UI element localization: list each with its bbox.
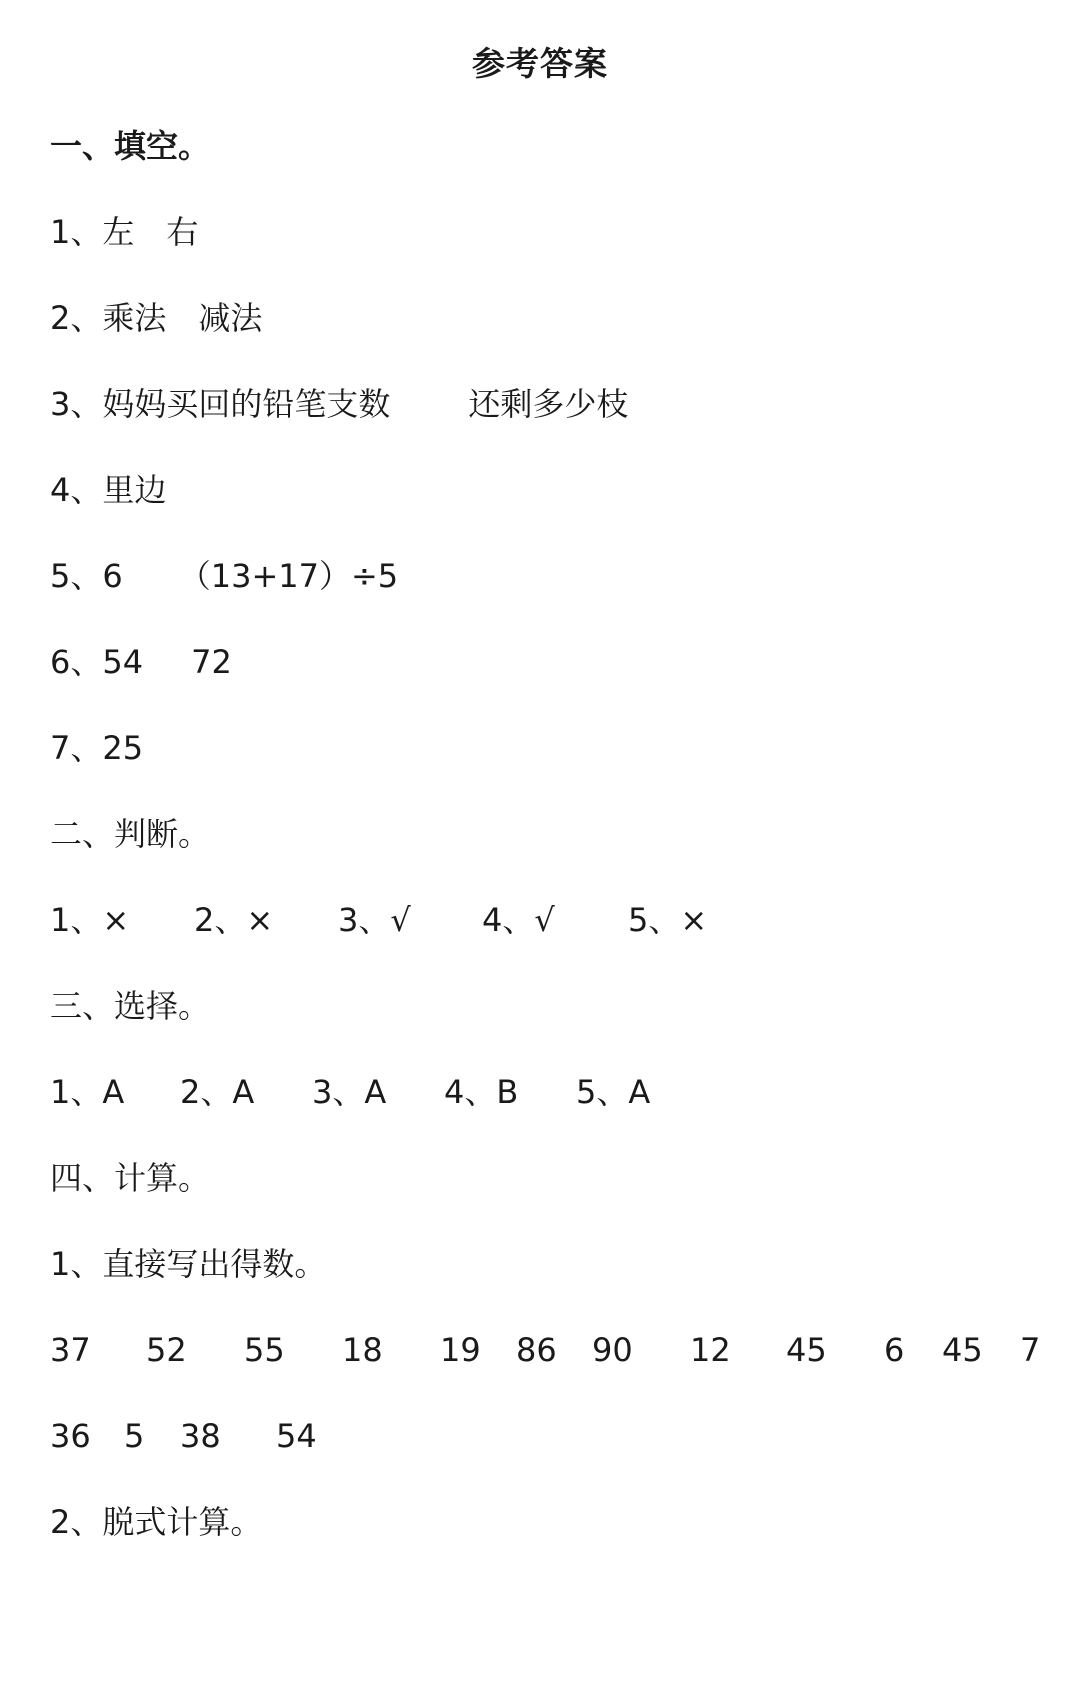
answer-text: 左: [102, 213, 135, 251]
result-value: 7: [1020, 1331, 1041, 1369]
result-value: 45: [942, 1331, 983, 1369]
page-title: 参考答案: [472, 44, 608, 83]
answer-line-2: [50, 298, 262, 338]
choice-answer-2: 2、A: [180, 1073, 255, 1111]
item-number: 1、: [50, 213, 103, 251]
answer-line-5: [50, 556, 398, 596]
choice-answer-5: 5、A: [576, 1073, 651, 1111]
item-number: 7、: [50, 729, 103, 767]
result-value: 5: [124, 1417, 145, 1455]
judgement-answer-2: 2、×: [194, 901, 274, 939]
sub-heading-direct-answers: 1、直接写出得数。: [50, 1245, 327, 1283]
item-number: 6、: [50, 643, 103, 681]
choice-answer-1: 1、A: [50, 1073, 125, 1111]
answer-line-7: [50, 728, 143, 768]
result-value: 12: [690, 1331, 731, 1369]
result-value: 52: [146, 1331, 187, 1369]
result-value: 19: [440, 1331, 481, 1369]
result-value: 36: [50, 1417, 91, 1455]
judgement-answer-5: 5、×: [628, 901, 708, 939]
choice-answer-3: 3、A: [312, 1073, 387, 1111]
judgement-answer-3: 3、√: [338, 901, 411, 939]
answer-line-4: [50, 470, 166, 510]
result-value: 38: [180, 1417, 221, 1455]
answer-text: 减法: [198, 299, 263, 337]
answer-text: 乘法: [102, 299, 167, 337]
item-number: 4、: [50, 471, 103, 509]
result-value: 18: [342, 1331, 383, 1369]
section-heading-choice: 三、选择。: [50, 987, 211, 1025]
result-value: 6: [884, 1331, 905, 1369]
answer-text: 54: [102, 643, 144, 681]
item-number: 5、: [50, 557, 103, 595]
result-value: 86: [516, 1331, 557, 1369]
answer-text: 72: [191, 643, 232, 681]
result-value: 54: [276, 1417, 317, 1455]
choice-answer-4: 4、B: [444, 1073, 519, 1111]
answer-text: 还剩多少枝: [468, 385, 629, 423]
answer-line-3: [50, 384, 628, 424]
judgement-answer-4: 4、√: [482, 901, 555, 939]
item-number: 3、: [50, 385, 103, 423]
section-heading-fill-blank: 一、填空。: [50, 127, 211, 165]
answer-text: 右: [166, 213, 199, 251]
section-heading-calculation: 四、计算。: [50, 1159, 211, 1197]
answer-line-6: [50, 642, 232, 682]
sub-heading-step-calculation: 2、脱式计算。: [50, 1503, 263, 1541]
item-number: 2、: [50, 299, 103, 337]
section-heading-judgement: 二、判断。: [50, 815, 211, 853]
result-value: 55: [244, 1331, 285, 1369]
answer-line-1: [50, 212, 198, 252]
answer-text: 里边: [102, 471, 167, 509]
answer-text: 妈妈买回的铅笔支数: [102, 385, 391, 423]
answer-text: 6: [102, 557, 123, 595]
result-value: 37: [50, 1331, 91, 1369]
result-value: 90: [592, 1331, 633, 1369]
result-value: 45: [786, 1331, 827, 1369]
judgement-answer-1: 1、×: [50, 901, 130, 939]
answer-text: （13+17）÷5: [178, 557, 399, 595]
answer-text: 25: [102, 729, 144, 767]
